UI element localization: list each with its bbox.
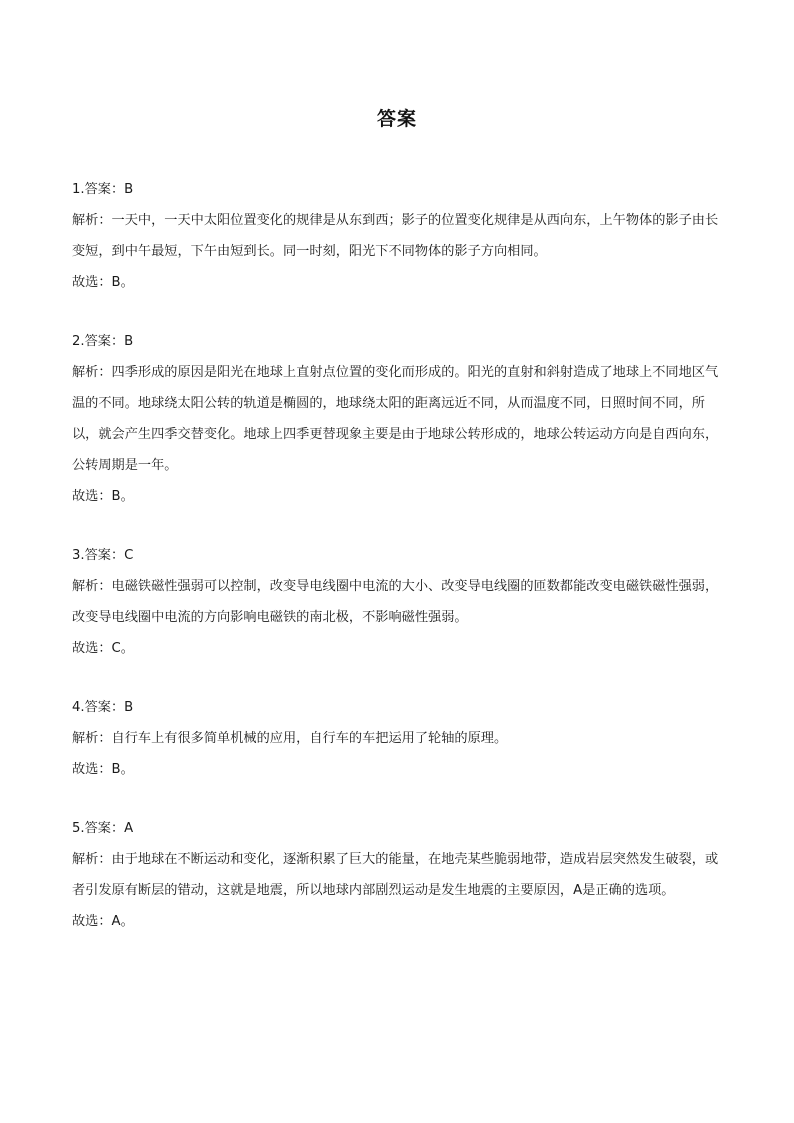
answer-line: 1.答案：B [72,182,134,197]
answer-line: 3.答案：C [72,548,134,563]
answer-line: 5.答案：A [72,821,134,836]
choice-line: 故选：B。 [72,762,134,777]
explanation-text: 解析：自行车上有很多简单机械的应用，自行车的车把运用了轮轴的原理。 [72,731,508,746]
choice-line: 故选：B。 [72,489,134,504]
explanation-text: 解析：一天中，一天中太阳位置变化的规律是从东到西；影子的位置变化规律是从西向东，上午物体的影子由长变短，到中午最短，下午由短到长。同一时刻，阳光下不同物体的影子方向相同。 [72,213,719,259]
answer-item-5 [72,813,722,937]
answer-item-3 [72,540,722,664]
page-title: 答案 [376,108,417,130]
explanation-text: 解析：电磁铁磁性强弱可以控制，改变导电线圈中电流的大小、改变导电线圈的匝数都能改变电磁铁磁性强弱，改变导电线圈中电流的方向影响电磁铁的南北极，不影响磁性强弱。 [72,579,719,625]
explanation-text: 解析：四季形成的原因是阳光在地球上直射点位置的变化而形成的。阳光的直射和斜射造成了地球上不同地区气温的不同。地球绕太阳公转的轨道是椭圆的，地球绕太阳的距离远近不同，从而温度不同，日照时间不同，所以，就会产生四季交替变化。地球上四季更替现象主要是由于地球公转形成的，地球公转运动方向是自西向东，公转周期是一年。 [72,365,719,473]
choice-line: 故选：C。 [72,641,134,656]
answer-line: 2.答案：B [72,334,134,349]
explanation-text: 解析：由于地球在不断运动和变化，逐渐积累了巨大的能量，在地壳某些脆弱地带，造成岩层突然发生破裂，或者引发原有断层的错动，这就是地震，所以地球内部剧烈运动是发生地震的主要原因，A是正确的选项。 [72,852,719,898]
answer-item-2 [72,326,722,512]
choice-line: 故选：A。 [72,914,134,929]
answer-line: 4.答案：B [72,700,134,715]
answer-list [72,174,722,965]
answer-item-1 [72,174,722,298]
answer-item-4 [72,692,722,785]
choice-line: 故选：B。 [72,275,134,290]
